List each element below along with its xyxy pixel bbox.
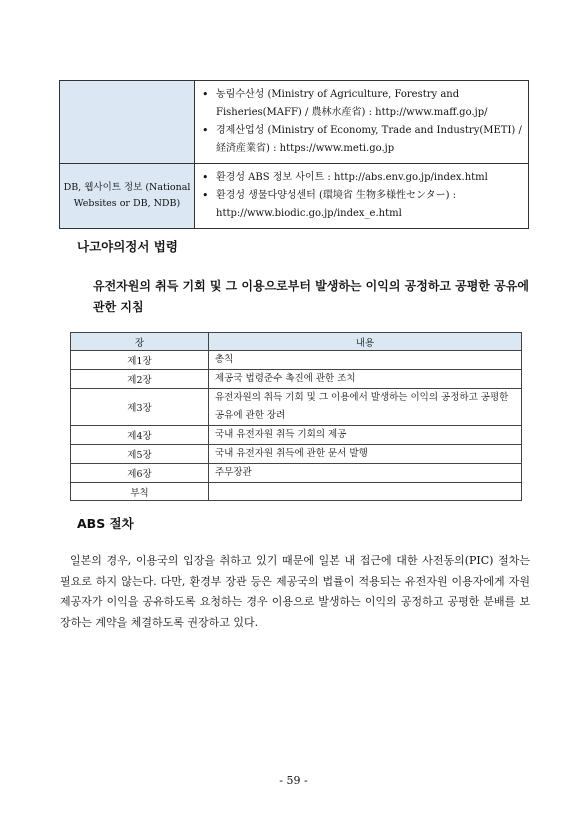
table-row xyxy=(71,351,522,370)
content-cell: 총칙 xyxy=(209,351,522,370)
bullet-list xyxy=(196,165,527,227)
table-row xyxy=(71,483,522,501)
table-row xyxy=(71,464,522,483)
column-header-content: 내용 xyxy=(209,333,522,351)
section-heading-nagoya: 나고야의정서 법령 xyxy=(77,239,178,254)
table-content-cell xyxy=(195,164,529,229)
chapter-cell: 부칙 xyxy=(71,483,209,501)
section-heading-abs: ABS 절차 xyxy=(77,516,134,531)
table-row xyxy=(71,370,522,389)
chapter-cell: 제5장 xyxy=(71,445,209,464)
table-content-cell xyxy=(195,81,529,164)
chapter-cell: 제1장 xyxy=(71,351,209,370)
table-row xyxy=(71,445,522,464)
abs-paragraph: 일본의 경우, 이용국의 입장을 취하고 있기 때문에 일본 내 접근에 대한 사전동의(PIC) 절차는 필요로 하지 않는다. 다만, 환경부 장관 등은 제공국의 법률이 적용되는 유전자원 이용자에게 자원 제공자가 이익을 공유하도록 요청하는 경우 이용으로 발생하는 이익의 공정하고 공평한 분배를 보장하는 계약을 체결하도록 권장하고 있다. xyxy=(60,554,530,629)
chapter-cell: 제3장 xyxy=(71,389,209,426)
table-label-cell: DB, 웹사이트 정보 (National Websites or DB, NDB) xyxy=(60,164,195,229)
national-info-table xyxy=(59,80,529,229)
list-item: • 농림수산성 (Ministry of Agriculture, Forestry and Fisheries(MAFF) / 農林水産省) : http://www.maff.go.jp/ xyxy=(216,86,523,122)
list-item: • 경제산업성 (Ministry of Economy, Trade and Industry(METI) / 経済産業省) : https://www.meti.go.jp xyxy=(216,122,523,158)
content-cell: 국내 유전자원 취득 기회의 제공 xyxy=(209,426,522,445)
guideline-title: 유전자원의 취득 기회 및 그 이용으로부터 발생하는 이익의 공정하고 공평한 공유에 관한 지침 xyxy=(93,279,529,314)
table-row xyxy=(71,426,522,445)
table-row xyxy=(60,81,529,164)
content-cell: 국내 유전자원 취득에 관한 문서 발행 xyxy=(209,445,522,464)
bullet-list xyxy=(196,82,527,162)
list-item: • 환경성 ABS 정보 사이트 : http://abs.env.go.jp/index.html xyxy=(216,169,523,187)
chapter-cell: 제4장 xyxy=(71,426,209,445)
table-label-cell xyxy=(60,81,195,164)
column-header-chapter: 장 xyxy=(71,333,209,351)
content-cell: 유전자원의 취득 기회 및 그 이용에서 발생하는 이익의 공정하고 공평한 공유에 관한 장려 xyxy=(209,389,522,426)
content-cell xyxy=(209,483,522,501)
list-item: • 환경성 생물다양성센터 (環境省 生物多様性センター) : http://www.biodic.go.jp/index_e.html xyxy=(216,187,523,223)
page-number: - 59 - xyxy=(279,774,308,787)
table-row xyxy=(60,164,529,229)
content-cell: 주무장관 xyxy=(209,464,522,483)
table-header-row xyxy=(71,333,522,351)
chapter-cell: 제2장 xyxy=(71,370,209,389)
chapter-cell: 제6장 xyxy=(71,464,209,483)
content-cell: 제공국 법령준수 촉진에 관한 조치 xyxy=(209,370,522,389)
chapter-table xyxy=(70,332,522,501)
table-row xyxy=(71,389,522,426)
